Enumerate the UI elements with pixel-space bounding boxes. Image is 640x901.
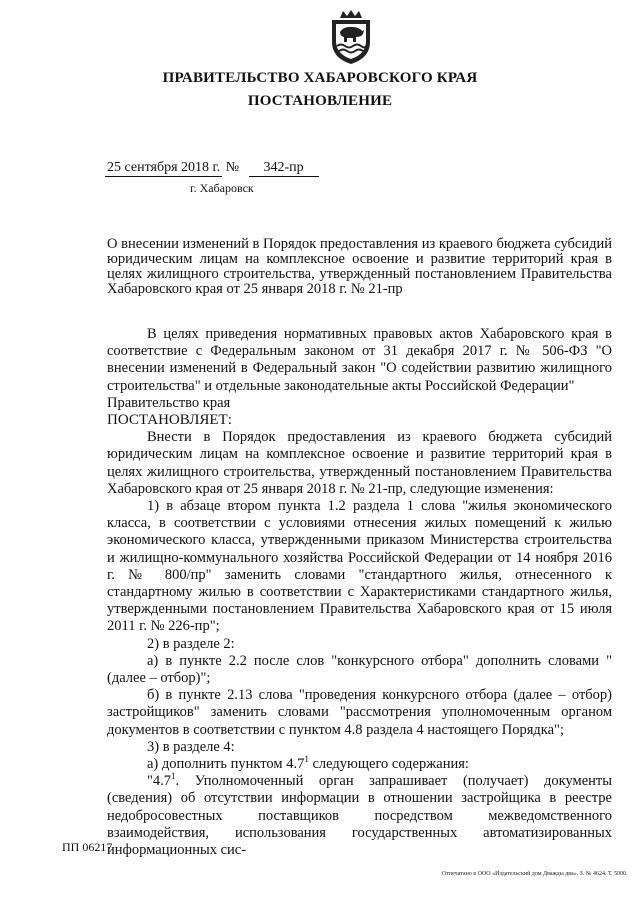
item-3a-sup: 1 <box>304 754 309 765</box>
intro-paragraph: Внести в Порядок предоставления из краевого бюджета субсидий юридическим лицам на комплексное освоение и развитие территорий края в целях жилищного строительства, утвержденный постановлением Правительства Хабаровского края от 25 января 2018 г. № 21-пр, следующие изменения: <box>107 429 612 497</box>
item-2: 2) в разделе 2: <box>147 635 235 652</box>
footer-code: ПП 06217 <box>62 840 113 854</box>
document-subject: О внесении изменений в Порядок предоставления из краевого бюджета субсидий юридическим лицам на комплексное освоение и развитие территорий края в целях жилищного строительства, утвержденный постановлением Правительства Хабаровского края от 25 января 2018 г. № 21-пр <box>107 236 612 297</box>
document-date: 25 сентября 2018 г. <box>107 160 221 175</box>
quote-text: . Уполномоченный орган запрашивает (получает) документы (сведения) об отсутствии информации в отношении застройщика в реестре недобросовестных поставщиков посредством межведомственного взаимодействия, использования государственных автоматизированных информационных сис- <box>107 773 612 859</box>
item-3a-prefix: а) дополнить пунктом 4.7 <box>147 756 305 773</box>
document-date-number <box>105 160 319 177</box>
document-city: г. Хабаровск <box>190 181 254 195</box>
authority-line: Правительство края <box>107 394 231 411</box>
government-title: ПРАВИТЕЛЬСТВО ХАБАРОВСКОГО КРАЯ <box>162 70 478 86</box>
khabarovsk-coat-of-arms-icon <box>326 8 376 66</box>
item-3a-suffix: следующего содержания: <box>308 756 469 773</box>
item-1: 1) в абзаце втором пункта 1.2 раздела 1 слова "жилья экономического класса, в соответствии с условиями отнесения жилых помещений к жилью экономического класса, утвержденными приказом Министерства строительства и жилищно-коммунального хозяйства Российской Федерации от 14 ноября 2016 г. № 800/пр" заменить словами "стандартного жилья, отнесенного к стандартному жилью в соответствии с Характеристиками стандартного жилья, утвержденными постановлением Правительства Хабаровского края от 15 июля 2011 г. № 226-пр"; <box>107 498 612 635</box>
item-2a: а) в пункте 2.2 после слов "конкурсного отбора" дополнить словами "(далее – отбор)"; <box>107 652 612 687</box>
item-2b: б) в пункте 2.13 слова "проведения конкурсного отбора (далее – отбор) застройщиков" заменить словами "рассмотрения уполномоченным органом документов в соответствии с пунктом 4.8 раздела 4 настоящего Порядка"; <box>107 687 612 738</box>
number-sign: № <box>225 160 240 175</box>
document-body <box>107 326 612 859</box>
document-type: ПОСТАНОВЛЕНИЕ <box>247 93 393 109</box>
printer-note: Отпечатано в ООО «Издательский дом Дважды два». З. № 4624. Т. 5000. <box>442 871 628 877</box>
quoted-clause <box>107 773 612 859</box>
decree-word: ПОСТАНОВЛЯЕТ: <box>107 412 232 429</box>
quote-sup: 1 <box>171 771 176 782</box>
preamble-paragraph: В целях приведения нормативных правовых актов Хабаровского края в соответствие с Федеральным законом от 31 декабря 2017 г. № 506-ФЗ "О внесении изменений в Федеральный закон "О содействии развитию жилищного строительства" и отдельные законодательные акты Российской Федерации" <box>107 326 612 394</box>
document-number: 342-пр <box>249 160 319 177</box>
item-3a <box>107 756 612 773</box>
item-3: 3) в разделе 4: <box>147 738 235 755</box>
quote-prefix: "4.7 <box>147 773 172 790</box>
